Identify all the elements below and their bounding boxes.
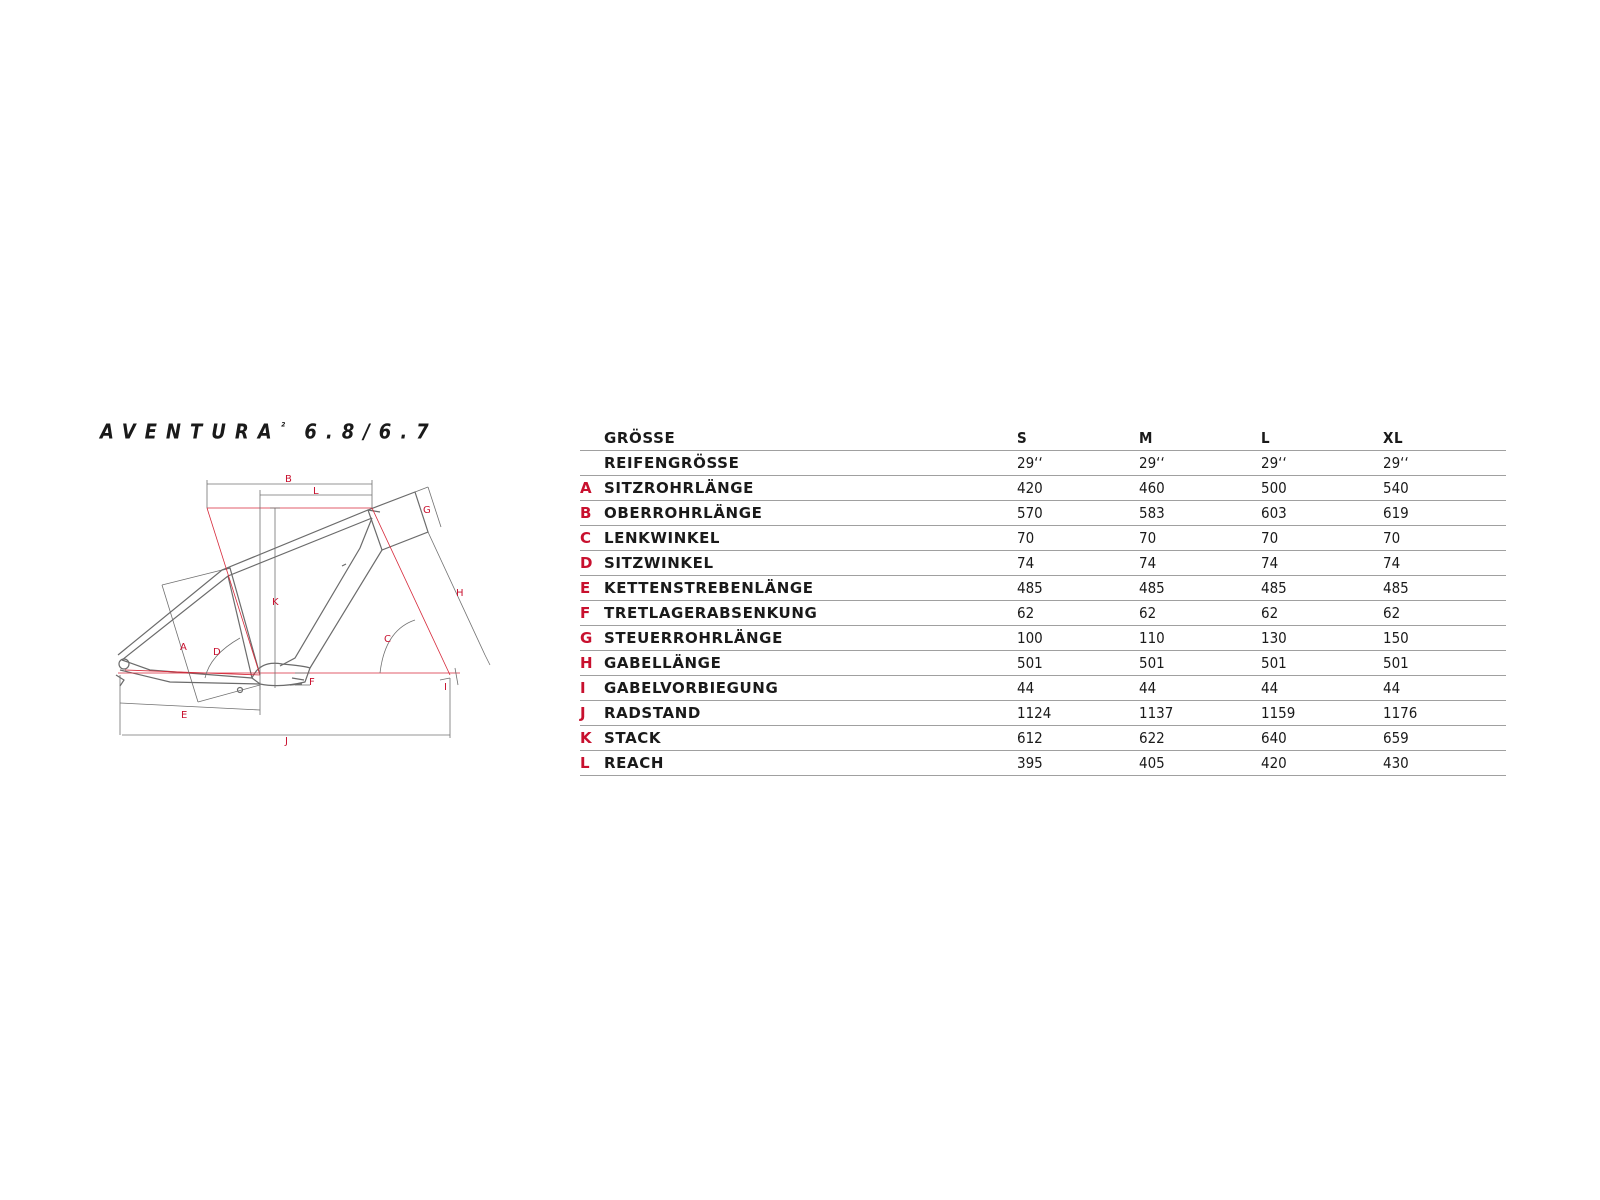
row-letter: J [580,701,604,726]
row-value-m: 583 [1139,501,1261,526]
row-label: REIFENGRÖSSE [604,451,1017,476]
row-value-m: 460 [1139,476,1261,501]
row-value-l: 501 [1261,651,1383,676]
header-size-label: GRÖSSE [604,426,1017,451]
row-letter: F [580,601,604,626]
row-letter: B [580,501,604,526]
label-c: C [384,634,391,645]
table-row [580,651,1506,676]
header-size-l: L [1261,426,1383,451]
row-value-s: 501 [1017,651,1139,676]
row-value-l: 70 [1261,526,1383,551]
row-value-m: 74 [1139,551,1261,576]
row-letter: A [580,476,604,501]
label-k: K [272,597,279,608]
table-row [580,451,1506,476]
row-value-s: 44 [1017,676,1139,701]
row-label: KETTENSTREBENLÄNGE [604,576,1017,601]
row-value-xl: 150 [1383,626,1506,651]
row-letter: G [580,626,604,651]
label-b: B [285,474,292,485]
row-value-xl: 62 [1383,601,1506,626]
row-letter: C [580,526,604,551]
model-title [100,420,438,444]
row-label: STEUERROHRLÄNGE [604,626,1017,651]
row-value-m: 501 [1139,651,1261,676]
row-label: REACH [604,751,1017,776]
header-size-m: M [1139,426,1261,451]
row-value-xl: 1176 [1383,701,1506,726]
row-value-m: 70 [1139,526,1261,551]
header-size-s: S [1017,426,1139,451]
label-g: G [423,505,431,516]
row-letter: I [580,676,604,701]
label-a: A [180,642,187,653]
row-value-xl: 619 [1383,501,1506,526]
table-row [580,701,1506,726]
table-row [580,551,1506,576]
row-value-s: 62 [1017,601,1139,626]
row-label: TRETLAGERABSENKUNG [604,601,1017,626]
row-value-xl: 430 [1383,751,1506,776]
row-value-m: 110 [1139,626,1261,651]
row-letter [580,451,604,476]
row-value-l: 1159 [1261,701,1383,726]
grey-dimension-lines [120,480,490,738]
row-value-l: 29‘‘ [1261,451,1383,476]
row-letter: E [580,576,604,601]
frame-geometry-diagram [110,470,510,770]
header-letter-cell [580,426,604,451]
row-value-l: 603 [1261,501,1383,526]
row-value-s: 29‘‘ [1017,451,1139,476]
row-value-xl: 501 [1383,651,1506,676]
row-label: SITZWINKEL [604,551,1017,576]
row-value-l: 74 [1261,551,1383,576]
row-value-xl: 44 [1383,676,1506,701]
label-i: I [444,682,447,693]
row-label: STACK [604,726,1017,751]
row-label: OBERROHRLÄNGE [604,501,1017,526]
row-letter: L [580,751,604,776]
row-value-l: 420 [1261,751,1383,776]
row-label: RADSTAND [604,701,1017,726]
table-row [580,726,1506,751]
row-value-s: 420 [1017,476,1139,501]
row-letter: D [580,551,604,576]
table-header-row [580,426,1506,451]
table-row [580,751,1506,776]
row-value-l: 500 [1261,476,1383,501]
label-f: F [309,677,315,688]
row-value-m: 622 [1139,726,1261,751]
row-value-s: 100 [1017,626,1139,651]
row-value-l: 44 [1261,676,1383,701]
row-value-l: 640 [1261,726,1383,751]
row-value-xl: 74 [1383,551,1506,576]
row-value-xl: 29‘‘ [1383,451,1506,476]
row-value-l: 130 [1261,626,1383,651]
row-value-s: 612 [1017,726,1139,751]
row-value-xl: 659 [1383,726,1506,751]
table-body [580,451,1506,776]
bike-frame [116,492,428,693]
row-label: LENKWINKEL [604,526,1017,551]
row-value-s: 70 [1017,526,1139,551]
row-value-m: 44 [1139,676,1261,701]
row-value-xl: 485 [1383,576,1506,601]
row-letter: K [580,726,604,751]
table-row [580,576,1506,601]
row-value-m: 62 [1139,601,1261,626]
row-label: GABELLÄNGE [604,651,1017,676]
row-value-m: 405 [1139,751,1261,776]
row-value-xl: 70 [1383,526,1506,551]
row-value-m: 29‘‘ [1139,451,1261,476]
red-geometry-lines [118,508,460,675]
table-row [580,676,1506,701]
table-row [580,626,1506,651]
row-label: GABELVORBIEGUNG [604,676,1017,701]
row-label: SITZROHRLÄNGE [604,476,1017,501]
row-value-xl: 540 [1383,476,1506,501]
model-superscript: ² [280,421,290,434]
label-h: H [456,588,464,599]
label-e: E [181,710,188,721]
row-value-s: 74 [1017,551,1139,576]
row-value-s: 1124 [1017,701,1139,726]
row-value-m: 485 [1139,576,1261,601]
table-row [580,601,1506,626]
row-value-s: 570 [1017,501,1139,526]
row-value-m: 1137 [1139,701,1261,726]
model-name: AVENTURA [100,420,281,445]
table-row [580,501,1506,526]
row-value-s: 395 [1017,751,1139,776]
model-variants: 6.8/6.7 [289,420,438,445]
label-d: D [213,647,221,658]
row-letter: H [580,651,604,676]
header-size-xl: XL [1383,426,1506,451]
row-value-l: 62 [1261,601,1383,626]
table-row [580,476,1506,501]
label-l: L [313,486,319,497]
table-row [580,526,1506,551]
label-j: J [285,736,288,747]
row-value-l: 485 [1261,576,1383,601]
row-value-s: 485 [1017,576,1139,601]
geometry-table [580,426,1506,776]
